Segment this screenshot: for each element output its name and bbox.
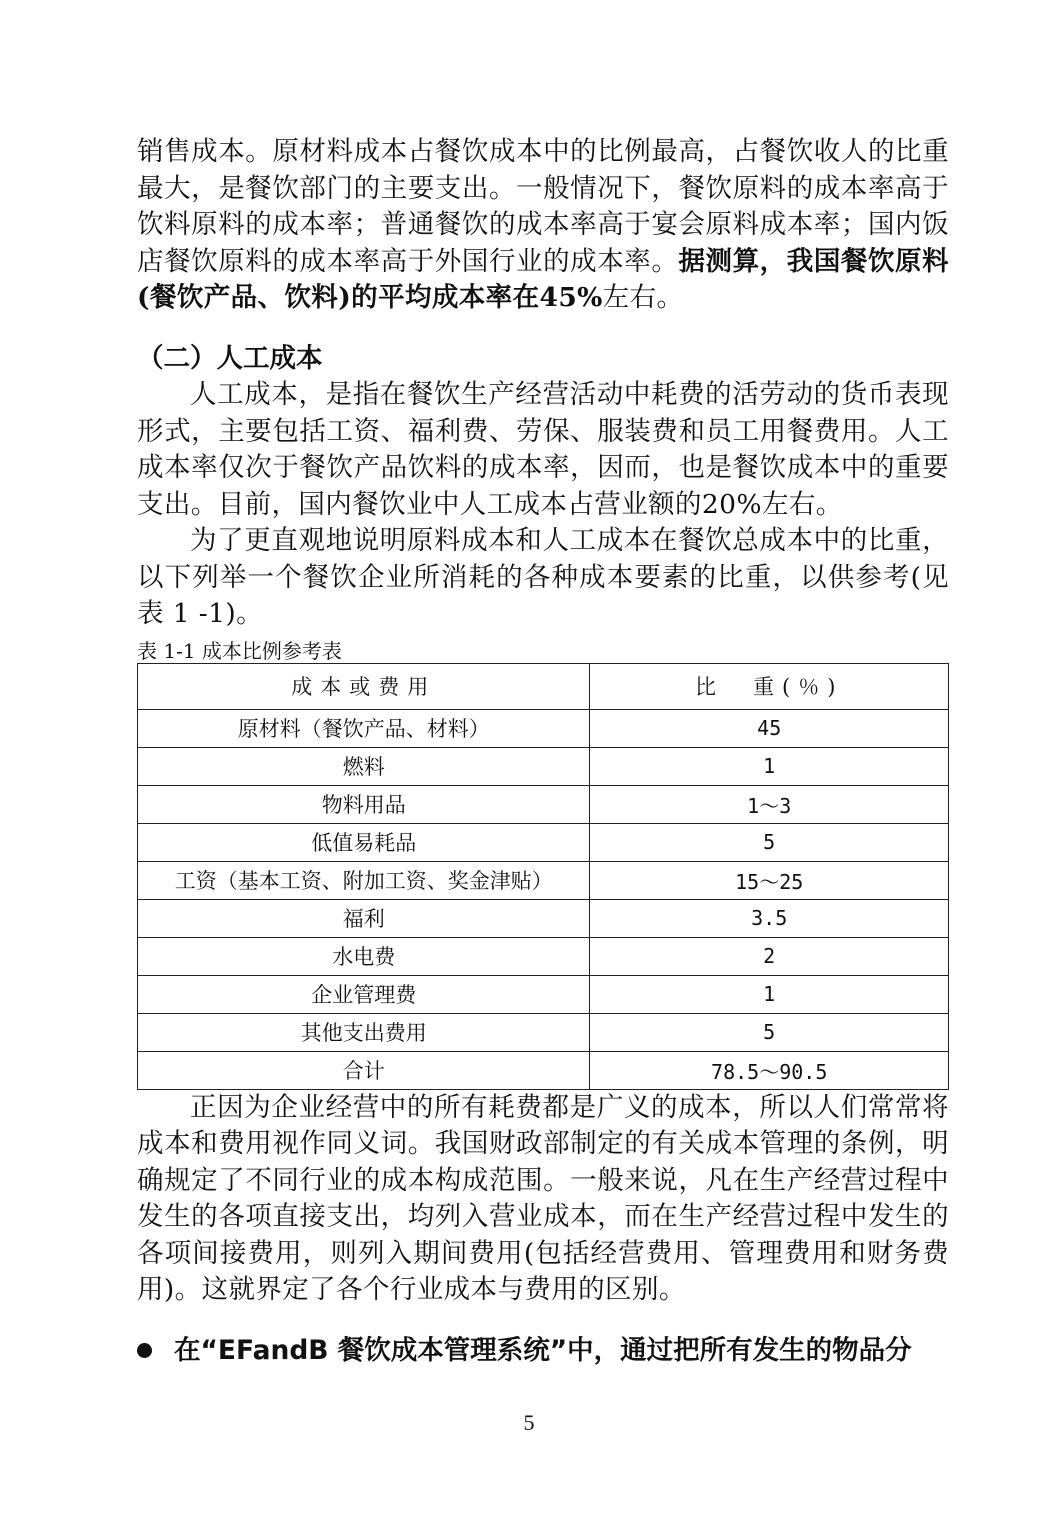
page-number: 5 (523, 1410, 535, 1435)
table-cell-item: 低值易耗品 (138, 823, 590, 861)
paragraph-bold-text: 据测算，我国餐饮原料(餐饮产品、饮料)的平均成本率在45% (137, 245, 950, 313)
table-cell-value: 1 (590, 747, 949, 785)
table-cell-value: 1 (590, 975, 949, 1013)
table-caption: 表 1-1 成本比例参考表 (137, 638, 342, 663)
paragraph-cost-vs-expense: 正因为企业经营中的所有耗费都是广义的成本，所以人们常常将成本和费用视作同义词。我国财政部制定的有关成本管理的条例，明确规定了不同行业的成本构成范围。一般来说，凡在生产经营过程中发生的各项直接支出，均列入营业成本，而在生产经营过程中发生的各项间接费用，则列入期间费用(包括经营费用、管理费用和财务费用)。这就界定了各个行业成本与费用的区别。 (137, 1091, 949, 1305)
table-cell-item: 福利 (138, 899, 590, 937)
table-header-ratio: 比 重(％) (590, 663, 949, 709)
table-row-total (138, 1051, 949, 1089)
table-row (138, 937, 949, 975)
table-cell-item: 企业管理费 (138, 975, 590, 1013)
table-row (138, 975, 949, 1013)
table-cell-item: 燃料 (138, 747, 590, 785)
table-row (138, 1013, 949, 1051)
table-cell-value: 15～25 (590, 861, 949, 899)
bullet-text: 在“EFandB 餐饮成本管理系统”中，通过把所有发生的物品分 (174, 1334, 912, 1366)
table-row (138, 899, 949, 937)
cost-ratio-table (137, 663, 949, 1090)
table-cell-item: 合计 (138, 1051, 590, 1089)
table-cell-value: 3.5 (590, 899, 949, 937)
paragraph-text: 销售成本。原材料成本占餐饮成本中的比例最高，占餐饮收人的比重最大，是餐饮部门的主要支出。一般情况下，餐饮原料的成本率高于饮料原料的成本率；普通餐饮的成本率高于宴会原料成本率；国内饭店餐饮原料的成本率高于外国行业的成本率。 (137, 136, 949, 277)
table-cell-item: 其他支出费用 (138, 1013, 590, 1051)
table-cell-value: 5 (590, 1013, 949, 1051)
table-row (138, 861, 949, 899)
table-cell-value: 45 (590, 709, 949, 747)
table-cell-item: 物料用品 (138, 785, 590, 823)
table-cell-value: 78.5～90.5 (590, 1051, 949, 1089)
section-heading-labor-cost: （二）人工成本 (137, 342, 323, 374)
table-row (138, 823, 949, 861)
bullet-paragraph (137, 1333, 949, 1370)
table-cell-item: 原材料（餐饮产品、材料） (138, 709, 590, 747)
document-page (137, 134, 949, 1369)
bullet-dot-icon (137, 1343, 152, 1358)
table-header-cost-item: 成本或费用 (138, 663, 590, 709)
table-cell-item: 工资（基本工资、附加工资、奖金津贴） (138, 861, 590, 899)
table-cell-value: 1～3 (590, 785, 949, 823)
table-row (138, 709, 949, 747)
paragraph-material-cost (137, 134, 949, 317)
table-cell-item: 水电费 (138, 937, 590, 975)
paragraph-labor-cost: 人工成本，是指在餐饮生产经营活动中耗费的活劳动的货币表现形式，主要包括工资、福利费、劳保、服装费和员工用餐费用。人工成本率仅次于餐饮产品饮料的成本率，因而，也是餐饮成本中的重要支出。目前，国内餐饮业中人工成本占营业额的20%左右。 (137, 379, 949, 520)
paragraph-tail-text: 左右。 (602, 282, 684, 313)
table-cell-value: 5 (590, 823, 949, 861)
table-row (138, 785, 949, 823)
table-header-row (138, 663, 949, 709)
table-cell-value: 2 (590, 937, 949, 975)
table-row (138, 747, 949, 785)
paragraph-table-intro: 为了更直观地说明原料成本和人工成本在餐饮总成本中的比重，以下列举一个餐饮企业所消耗的各种成本要素的比重，以供参考(见表 1 -1)。 (137, 525, 949, 629)
